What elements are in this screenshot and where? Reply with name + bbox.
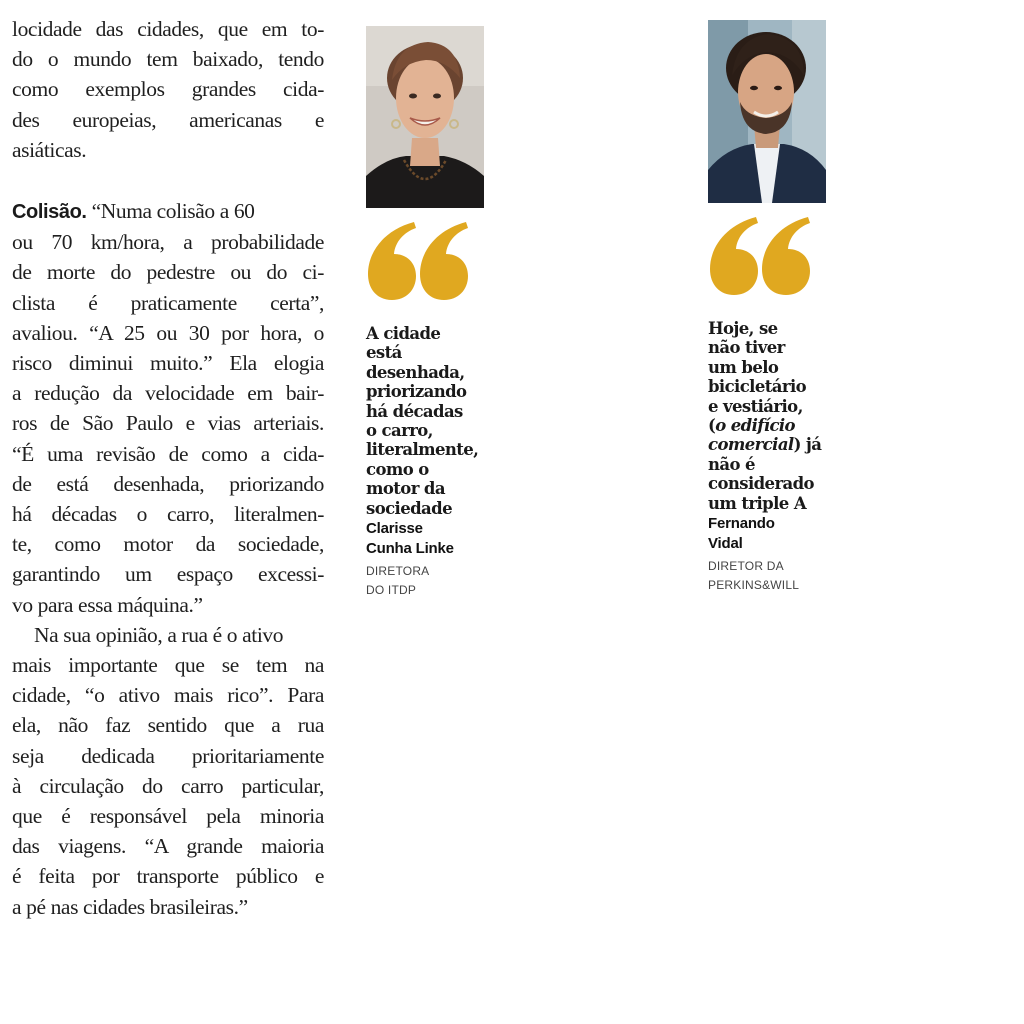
author-role-line: PERKINS&WILL xyxy=(708,578,800,593)
article-line: te, como motor da sociedade, xyxy=(12,532,324,557)
quote-line: está xyxy=(366,343,402,363)
article-line: “É uma revisão de como a cida- xyxy=(12,441,324,466)
article-line: clista é praticamente certa”, xyxy=(12,290,324,315)
quote-italic: o edifício xyxy=(715,416,795,436)
quote-line: literalmente, xyxy=(366,440,479,460)
article-line: ros de São Paulo e vias arteriais. xyxy=(12,411,324,436)
article-line: do o mundo tem baixado, tendo xyxy=(12,47,324,72)
quote-text xyxy=(366,324,486,518)
quote-line: bicicletário xyxy=(708,377,807,397)
quote-italic: comercial xyxy=(708,435,794,455)
author-name-line: Clarisse xyxy=(366,520,423,538)
author-name xyxy=(366,519,486,559)
article-line: Na sua opinião, a rua é o ativo xyxy=(34,622,284,647)
article-line: como exemplos grandes cida- xyxy=(12,77,324,102)
article-line: asiáticas. xyxy=(12,137,87,162)
article-line: ela, não faz sentido que a rua xyxy=(12,713,324,738)
quote-line: um triple A xyxy=(708,493,807,513)
article-line: locidade das cidades, que em to- xyxy=(12,17,324,41)
kicker-line-text: “Numa colisão a 60 xyxy=(86,199,255,224)
author-role xyxy=(708,557,828,595)
article-line: des europeias, americanas e xyxy=(12,107,324,132)
pull-quote-clarisse xyxy=(366,26,486,600)
article-line: a pé nas cidades brasileiras.” xyxy=(12,894,248,919)
article-line: cidade, “o ativo mais rico”. Para xyxy=(12,683,324,708)
quote-text xyxy=(708,319,828,513)
quote-mark-icon xyxy=(366,218,470,302)
author-role-line: DIRETORA xyxy=(366,564,430,579)
author-name xyxy=(708,514,828,554)
quote-line: um belo xyxy=(708,357,779,377)
article-line: garantindo um espaço excessi- xyxy=(12,562,324,587)
article-line: seja dedicada prioritariamente xyxy=(12,743,324,768)
article-line: avaliou. “A 25 ou 30 por hora, o xyxy=(12,320,324,345)
quote-line: motor da xyxy=(366,479,445,499)
article-line: das viagens. “A grande maioria xyxy=(12,834,324,859)
quote-line: não tiver xyxy=(708,338,785,358)
article-line: risco diminui muito.” Ela elogia xyxy=(12,351,324,376)
article-line: de morte do pedestre ou do ci- xyxy=(12,260,324,285)
author-role-line: DO ITDP xyxy=(366,583,417,598)
quote-line: como o xyxy=(366,459,429,479)
article-line: mais importante que se tem na xyxy=(12,653,324,678)
quote-line: A cidade xyxy=(366,324,441,343)
article-line: vo para essa máquina.” xyxy=(12,592,203,617)
article-line: que é responsável pela minoria xyxy=(12,804,324,829)
quote-line: não é xyxy=(708,454,755,474)
pull-quote-fernando xyxy=(708,20,828,595)
quote-paren-open: ( xyxy=(708,416,716,436)
quote-line: o carro, xyxy=(366,421,433,441)
article-line: ou 70 km/hora, a probabilidade xyxy=(12,230,324,255)
portrait-photo-fernando xyxy=(708,20,826,203)
quote-line xyxy=(708,435,828,454)
article-line: é feita por transporte público e xyxy=(12,864,324,889)
quote-line xyxy=(708,416,828,435)
section-kicker: Colisão. xyxy=(12,201,87,224)
article-line: à circulação do carro particular, xyxy=(12,773,324,798)
quote-line: há décadas xyxy=(366,401,463,421)
author-name-line: Fernando xyxy=(708,515,775,533)
quote-line: considerado xyxy=(708,474,814,494)
article-line-kicker xyxy=(12,196,324,227)
article-line: de está desenhada, priorizando xyxy=(12,471,324,496)
portrait-photo-clarisse xyxy=(366,26,484,208)
quote-line: desenhada, xyxy=(366,362,465,382)
author-role xyxy=(366,562,486,600)
author-name-line: Cunha Linke xyxy=(366,540,454,558)
quote-line: Hoje, se xyxy=(708,319,778,338)
article-body xyxy=(12,14,324,922)
author-role-line: DIRETOR DA xyxy=(708,559,784,574)
quote-line: sociedade xyxy=(366,498,452,518)
quote-line: priorizando xyxy=(366,382,467,402)
article-line: há décadas o carro, literalmen- xyxy=(12,502,324,527)
article-line: a redução da velocidade em bair- xyxy=(12,381,324,406)
author-name-line: Vidal xyxy=(708,535,743,553)
quote-mark-icon xyxy=(708,213,812,297)
quote-line: e vestiário, xyxy=(708,396,803,416)
quote-paren-close: ) já xyxy=(793,435,822,455)
